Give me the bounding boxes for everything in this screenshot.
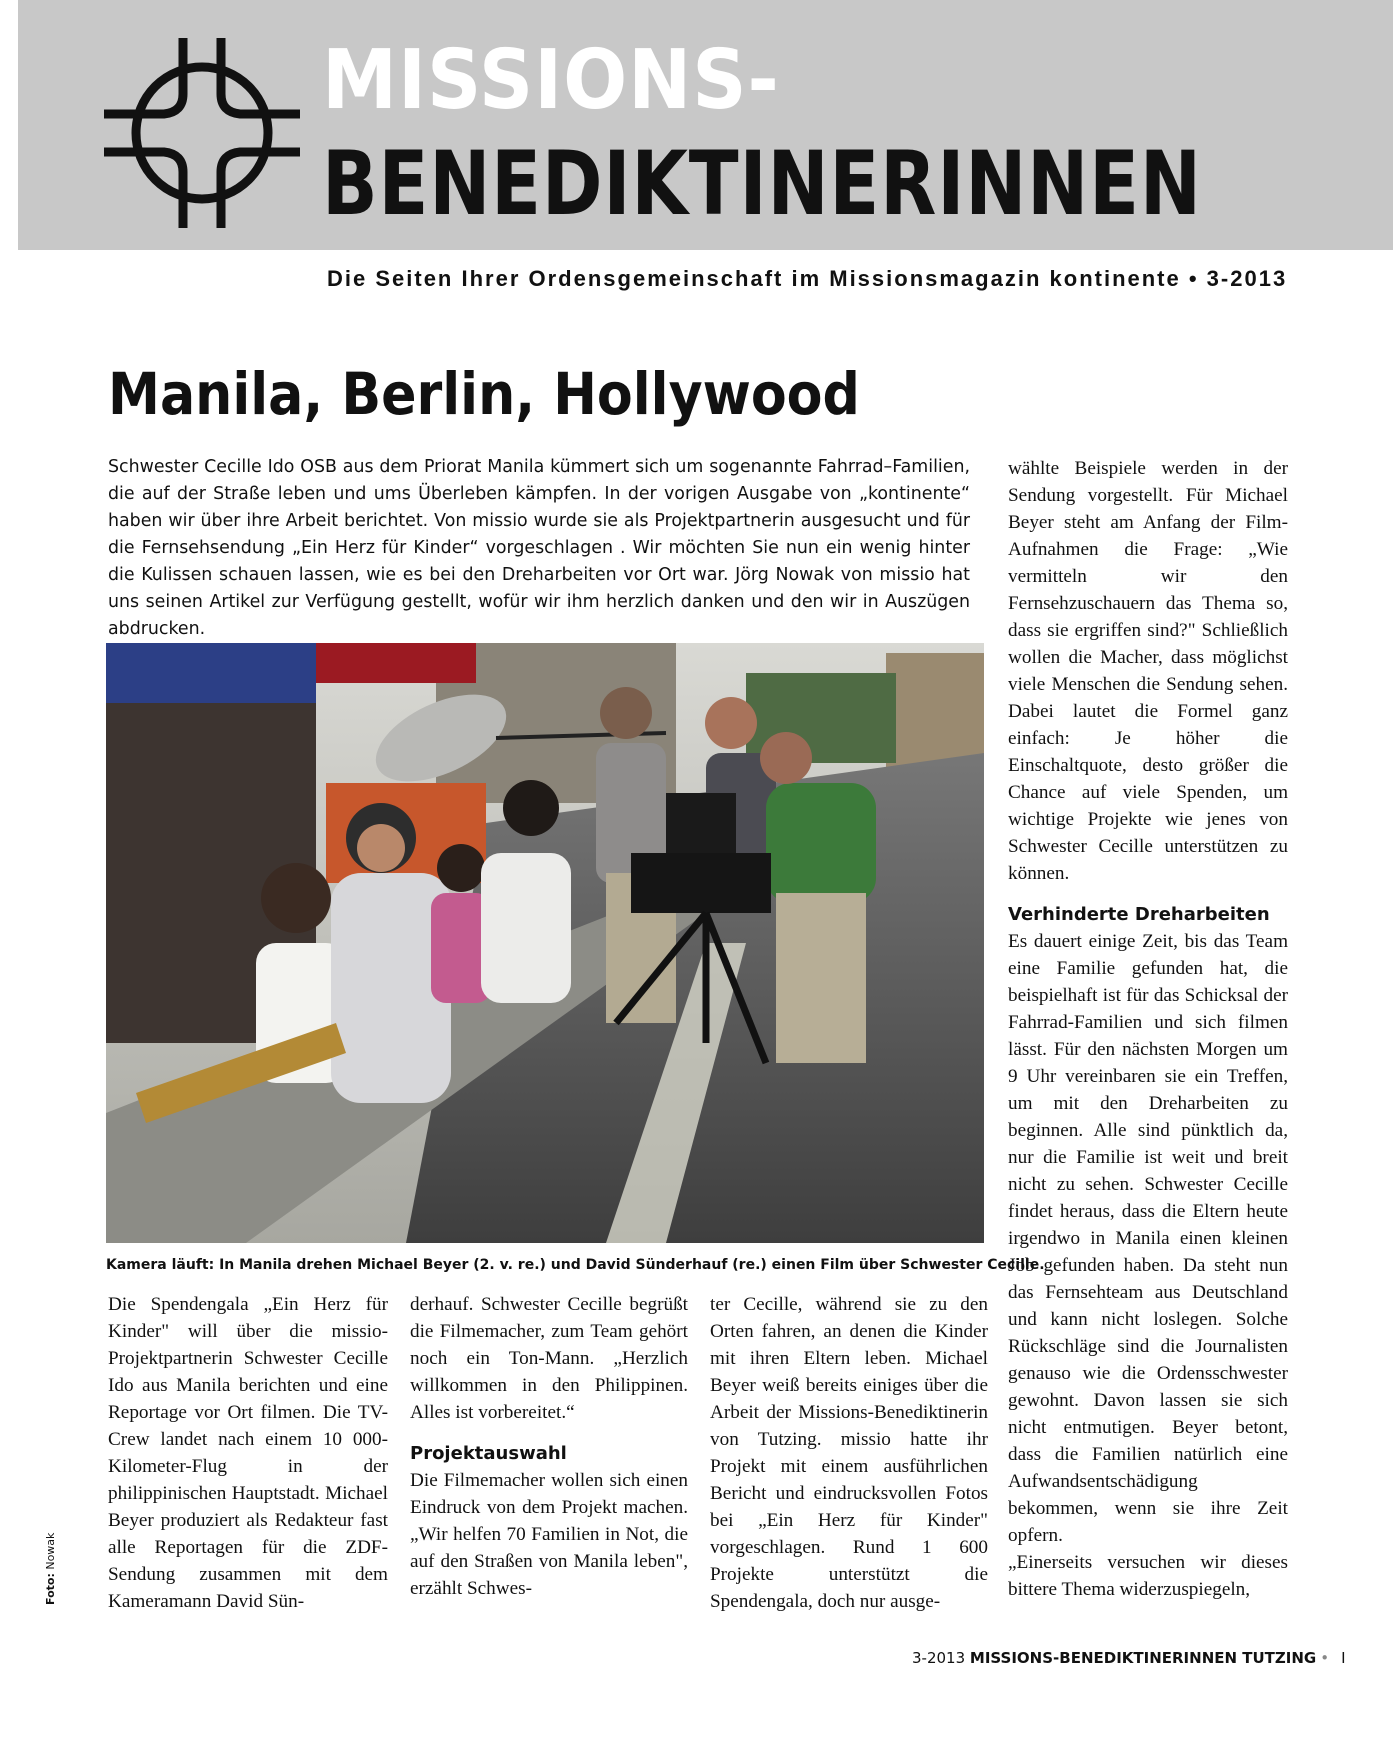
photo-credit-name: Nowak bbox=[44, 1532, 57, 1574]
masthead-subline bbox=[327, 266, 1287, 292]
body-column-4 bbox=[1008, 455, 1288, 1603]
body-text: Die Spendengala „Ein Herz für Kinder" will über die missio-Projektpartnerin Schwester Cecille Ido aus Manila berichten und eine Reportage vor Ort filmen. Die TV-Crew landet nach einem 10 000-Kilometer-Flug in der philippinischen Hauptstadt. Michael Beyer produziert als Redakteur fast alle Reportagen für die ZDF-Sendung zusammen mit dem Kameramann David Sün- bbox=[108, 1294, 388, 1612]
photo-credit-label: Foto: bbox=[44, 1573, 57, 1605]
article-intro: Schwester Cecille Ido OSB aus dem Priorat Manila kümmert sich um sogenannte Fahrrad–Familien, die auf der Straße leben und ums Überleben kämpfen. In der vorigen Ausgabe von „kontinente“ haben wir über ihre Arbeit berichtet. Von missio wurde sie als Projektpartnerin ausgesucht und für die Fernsehsendung „Ein Herz für Kinder“ vorgeschlagen . Wir möchten Sie nun ein wenig hinter die Kulissen schauen lassen, wie es bei den Dreharbeiten vor Ort war. Jörg Nowak von missio hat uns seinen Artikel zur Verfügung gestellt, wofür wir ihm herzlich danken und den wir in Auszügen abdrucken. bbox=[108, 457, 970, 639]
body-column-2 bbox=[410, 1291, 688, 1602]
masthead-title-line2: BENEDIKTINERINNEN bbox=[322, 132, 1202, 235]
article-photo bbox=[106, 643, 984, 1243]
footer-title: MISSIONS-BENEDIKTINERINNEN TUTZING bbox=[969, 1649, 1317, 1667]
street-film-scene-image bbox=[106, 643, 984, 1243]
body-text: „Einerseits versuchen wir dieses bittere Thema widerzuspiegeln, bbox=[1008, 1552, 1288, 1600]
page-number: I bbox=[1341, 1649, 1346, 1667]
body-text: ter Cecille, während sie zu den Orten fahren, an denen die Kinder mit ihren Eltern leben. Michael Beyer weiß bereits einiges über die Arbeit der Missions-Benediktinerin von Tutzing. missio hatte ihr Projekt mit einem ausführlichen Bericht und eindrucksvollen Fotos bei „Ein Herz für Kinder" vorgeschlagen. Rund 1 600 Projekte unterstützt die Spendengala, doch nur ausge- bbox=[710, 1294, 988, 1612]
body-column-3 bbox=[710, 1291, 988, 1615]
body-text: Es dauert einige Zeit, bis das Team eine Familie gefunden hat, die beispielhaft ist für das Schicksal der Fahrrad-Familien und sich filmen lässt. Für den nächsten Morgen um 9 Uhr vereinbaren sie ein Treffen, um mit den Dreharbeiten zu beginnen. Alle sind pünktlich da, nur die Familie ist weit und breit nicht zu sehen. Schwester Cecille findet heraus, dass die Eltern heute irgendwo in Manila einen kleinen Job gefunden haben. Da steht nun das Fernsehteam aus Deutschland und kann nicht loslegen. Solche Rückschläge sind die Journalisten genauso wie die Ordensschwester gewohnt. Davon lassen sie sich nicht entmutigen. Beyer betont, dass die Familien natürlich eine Aufwandsentschädigung bekommen, wenn sie ihre Zeit opfern. bbox=[1008, 931, 1288, 1546]
cross-logo-icon bbox=[104, 38, 300, 228]
page-footer bbox=[912, 1649, 1346, 1667]
masthead-title-line1: MISSIONS- bbox=[322, 33, 780, 128]
footer-issue: 3-2013 bbox=[912, 1649, 970, 1667]
photo-credit bbox=[44, 1533, 57, 1605]
body-text: wählte Beispiele werden in der Sendung vorgestellt. Für Michael Beyer steht am Anfang der Film-Aufnahmen die Frage: „Wie vermitteln wir den Fernsehzuschauern das Thema so, dass sie ergriffen sind?" Schließlich wollen die Macher, dass möglichst viele Menschen die Sendung sehen. Dabei lautet die Formel ganz einfach: Je höher die Einschaltquote, desto größer die Chance auf viele Spenden, um wichtige Projekte wie jenes von Schwester Cecille unterstützen zu können. bbox=[1008, 458, 1288, 884]
subheading-verhinderte-dreharbeiten: Verhinderte Dreharbeiten bbox=[1008, 904, 1270, 925]
body-text: Die Filmemacher wollen sich einen Eindruck von dem Projekt machen. „Wir helfen 70 Familien in Not, die auf den Straßen von Manila leben", erzählt Schwes- bbox=[410, 1470, 688, 1599]
footer-dot: • bbox=[1320, 1649, 1330, 1667]
subheading-projektauswahl: Projektauswahl bbox=[410, 1443, 567, 1464]
article-headline: Manila, Berlin, Hollywood bbox=[108, 360, 860, 428]
body-text: derhauf. Schwester Cecille begrüßt die Filmemacher, zum Team gehört noch ein Ton-Mann. „Herzlich willkommen in den Philippinen. Alles ist vorbereitet.“ bbox=[410, 1294, 688, 1423]
subline-issue: • 3-2013 bbox=[1180, 266, 1288, 291]
photo-caption: Kamera läuft: In Manila drehen Michael Beyer (2. v. re.) und David Sünderhauf (re.) einen Film über Schwester Cecille. bbox=[106, 1257, 1045, 1273]
subline-text: Die Seiten Ihrer Ordensgemeinschaft im Missionsmagazin bbox=[327, 266, 1050, 291]
body-column-1 bbox=[108, 1291, 388, 1615]
subline-magazine: kontinente bbox=[1049, 266, 1181, 291]
